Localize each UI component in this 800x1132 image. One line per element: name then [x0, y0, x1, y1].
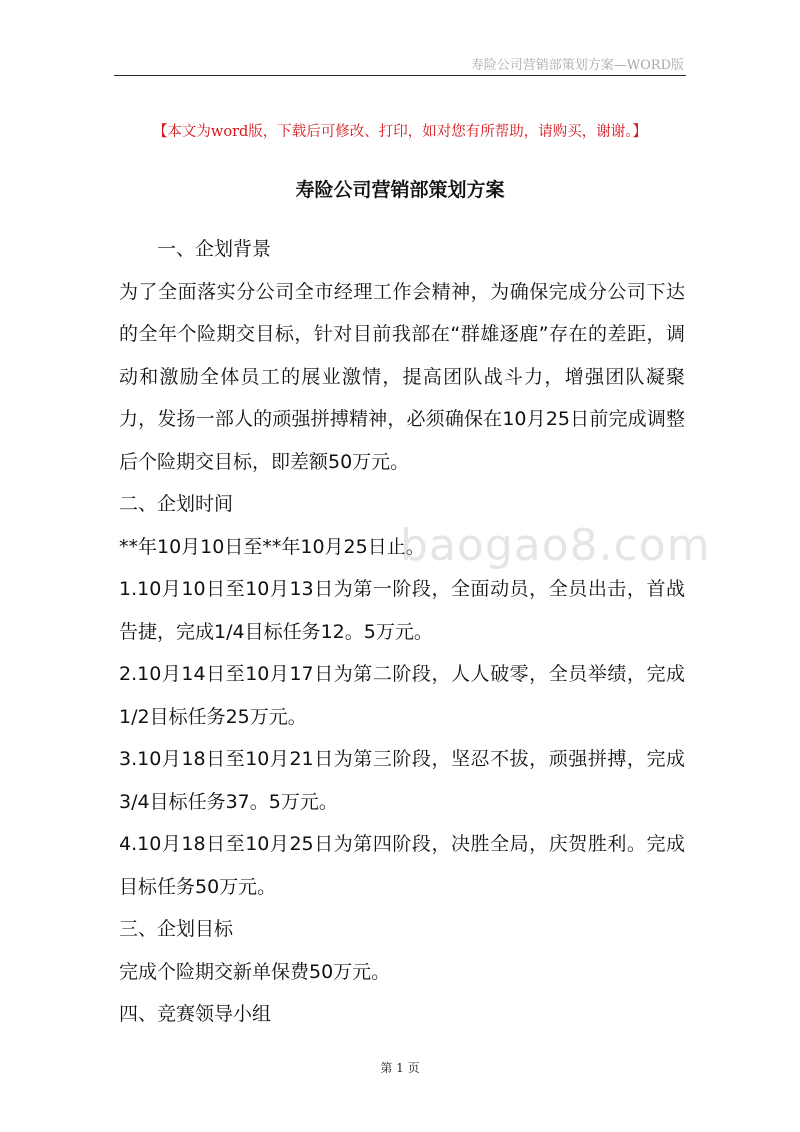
paragraph-phase-1: 1.10月10日至10月13日为第一阶段，全面动员，全员出击，首战告捷，完成1/4目标任务12。5万元。: [119, 578, 685, 643]
running-header: 寿险公司营销部策划方案—WORD版: [470, 58, 684, 73]
watermark: baogao8.com: [400, 520, 711, 571]
paragraph-goal: 完成个险期交新单保费50万元。: [119, 960, 391, 983]
section-heading-background: 一、企划背景: [157, 238, 272, 260]
document-body: [119, 228, 685, 1036]
document-title: 寿险公司营销部策划方案: [295, 179, 505, 201]
paragraph-phase-4: 4.10月18日至10月25日为第四阶段，决胜全局，庆贺胜利。完成目标任务50万元。: [119, 833, 685, 898]
section-heading-leadership: 四、竞赛领导小组: [119, 1003, 272, 1025]
header-rule: [114, 75, 686, 76]
paragraph-phase-2: 2.10月14日至10月17日为第二阶段，人人破零，全员举绩，完成1/2目标任务25万元。: [119, 663, 685, 728]
page-number: 第 1 页: [380, 1061, 420, 1075]
paragraph-background: 为了全面落实分公司全市经理工作会精神，为确保完成分公司下达的全年个险期交目标，针对目前我部在“群雄逐鹿”存在的差距，调动和激励全体员工的展业激情，提高团队战斗力，增强团队凝聚力，发扬一部人的顽强拼搏精神，必须确保在10月25日前完成调整后个险期交目标，即差额50万元。: [119, 280, 685, 473]
paragraph-time-range: **年10月10日至**年10月25日止。: [119, 535, 425, 558]
section-heading-goal: 三、企划目标: [119, 918, 234, 940]
section-heading-time: 二、企划时间: [119, 493, 234, 515]
purchase-notice: 【本文为word版，下载后可修改、打印，如对您有所帮助，请购买，谢谢。】: [152, 124, 648, 140]
paragraph-phase-3: 3.10月18日至10月21日为第三阶段，坚忍不拔，顽强拼搏，完成3/4目标任务37。5万元。: [119, 748, 685, 813]
